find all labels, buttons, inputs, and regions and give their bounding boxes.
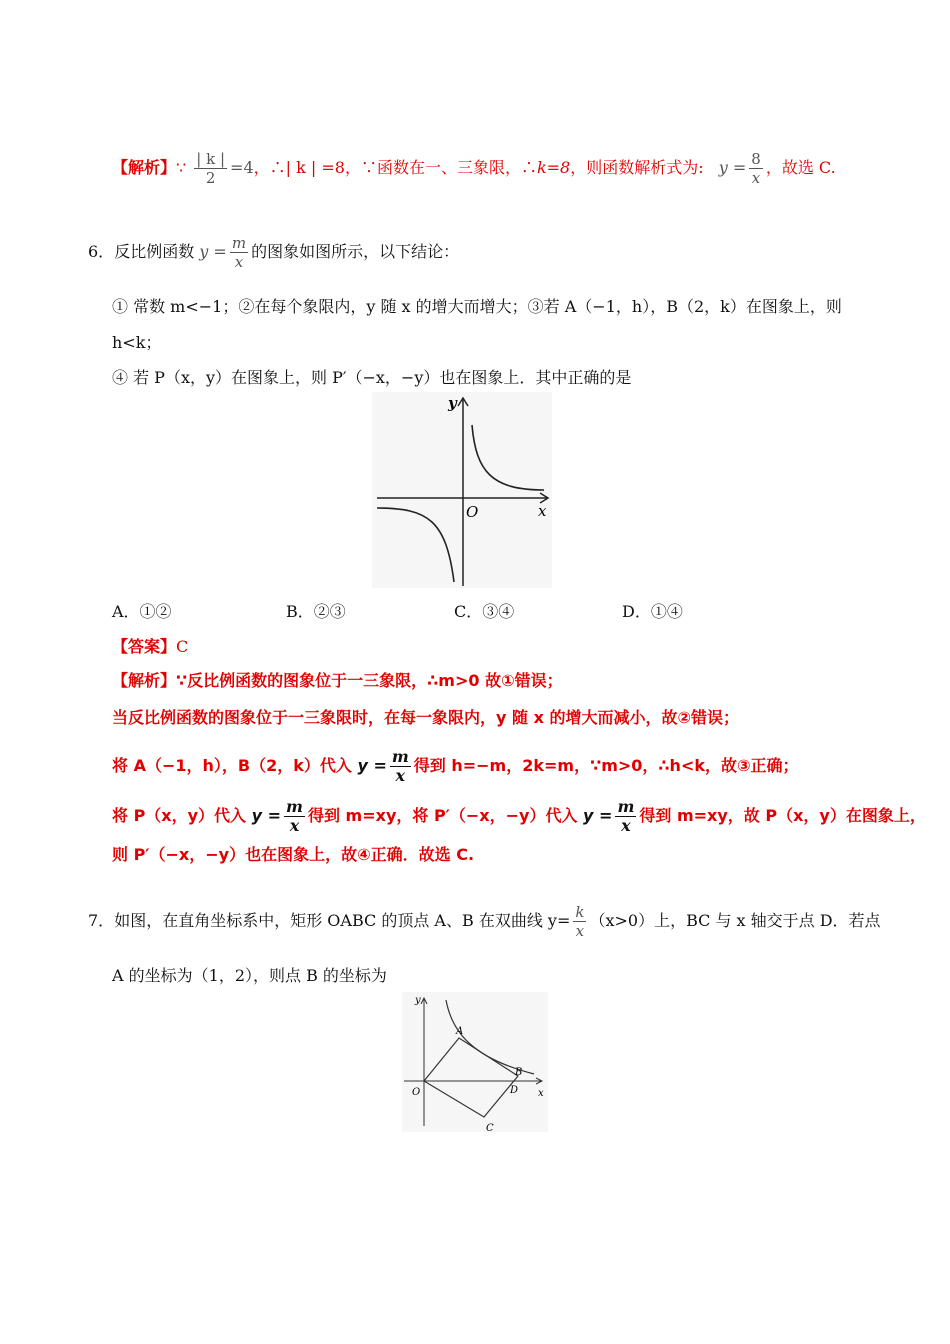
q6-condition-1-cont: h<k； [112,333,162,352]
x-axis-label: x [538,502,547,520]
fraction-m-over-x: $\frac{m}{x}$ [617,797,635,835]
q6-answer [112,636,188,658]
fraction-m-over-x: $\frac{m}{x}$ [231,234,247,271]
q6-analysis-line-2: 当反比例函数的图象位于一三象限时，在每一象限内，y 随 x 的增大而减小，故②错误； [112,708,740,727]
graph-background [372,392,552,588]
point-c-label: C [486,1123,494,1132]
point-b-label: B [515,1067,523,1078]
solution-tag: 【解析】 [112,158,177,177]
point-a-label: A [456,1026,464,1037]
q7-number: 7． [88,911,115,930]
q6-analysis-line-4: 将 P（x，y）代入 y = $\frac{m}{x}$ 得到 m=xy，将 P′（−x，−y）代入 y = $\frac{m}{x}$ 得到 m=xy，故 P（x，y）在图象上， [112,797,926,835]
prev-solution-line: 【解析】∵ $\frac{| k |}{2}$ =4，∴| k | =8，∵函数在一、三象限，∴k=8，则函数解析式为: y = $\frac{8}{x}$ ，故选 C. [112,150,836,187]
q6-analysis-line-3: 将 A（−1，h），B（2，k）代入 y = $\frac{m}{x}$ 得到 h=−m，2k=m，∵m>0，∴h<k，故③正确； [112,747,799,785]
option-a[interactable]: A．①② [112,602,172,621]
fraction-m-over-x: $\frac{m}{x}$ [391,747,409,785]
analysis-tag: 【解析】 [112,671,177,690]
origin-label: O [466,503,479,521]
q6-hyperbola-graph [372,392,552,588]
because-symbol: ∵ [176,158,187,177]
q6-number: 6． [88,242,115,261]
y-axis-label: y [448,394,457,412]
q7-stem: 7．如图，在直角坐标系中，矩形 OABC 的顶点 A、B 在双曲线 y= $\frac{k}{x}$ （x>0）上，BC 与 x 轴交于点 D．若点 [88,903,881,940]
q6-condition-1: ① 常数 m<−1；②在每个象限内，y 随 x 的增大而增大；③若 A（−1，h），B（2，k）在图象上，则 [112,297,842,316]
answer-tag: 【答案】 [112,637,177,656]
point-o-label: O [412,1087,421,1098]
option-b[interactable]: B．②③ [286,602,346,621]
fraction-8-over-x: $\frac{8}{x}$ [751,150,761,187]
q6-analysis-line-1: 【解析】∵反比例函数的图象位于一三象限，∴m>0 故①错误； [112,671,563,690]
fraction-k-over-x: $\frac{k}{x}$ [575,903,585,940]
q7-stem-cont: A 的坐标为（1，2），则点 B 的坐标为 [112,966,387,985]
point-d-label: D [510,1085,519,1096]
fraction-k-over-2: $\frac{| k |}{2}$ [196,150,226,187]
fraction-m-over-x: $\frac{m}{x}$ [286,797,303,835]
option-c[interactable]: C．③④ [454,602,515,621]
q6-condition-4: ④ 若 P（x，y）在图象上，则 P′（−x，−y）也在图象上．其中正确的是 [112,368,632,387]
y-axis-label: y [415,995,421,1006]
answer-value: C [176,637,189,656]
option-d[interactable]: D．①④ [622,602,683,621]
x-axis-label: x [538,1088,544,1099]
q7-rectangle-graph [402,992,548,1132]
q6-stem: 6．反比例函数 y = $\frac{m}{x}$ 的图象如图所示，以下结论： [88,234,460,271]
q6-analysis-line-5: 则 P′（−x，−y）也在图象上，故④正确．故选 C. [112,845,475,864]
